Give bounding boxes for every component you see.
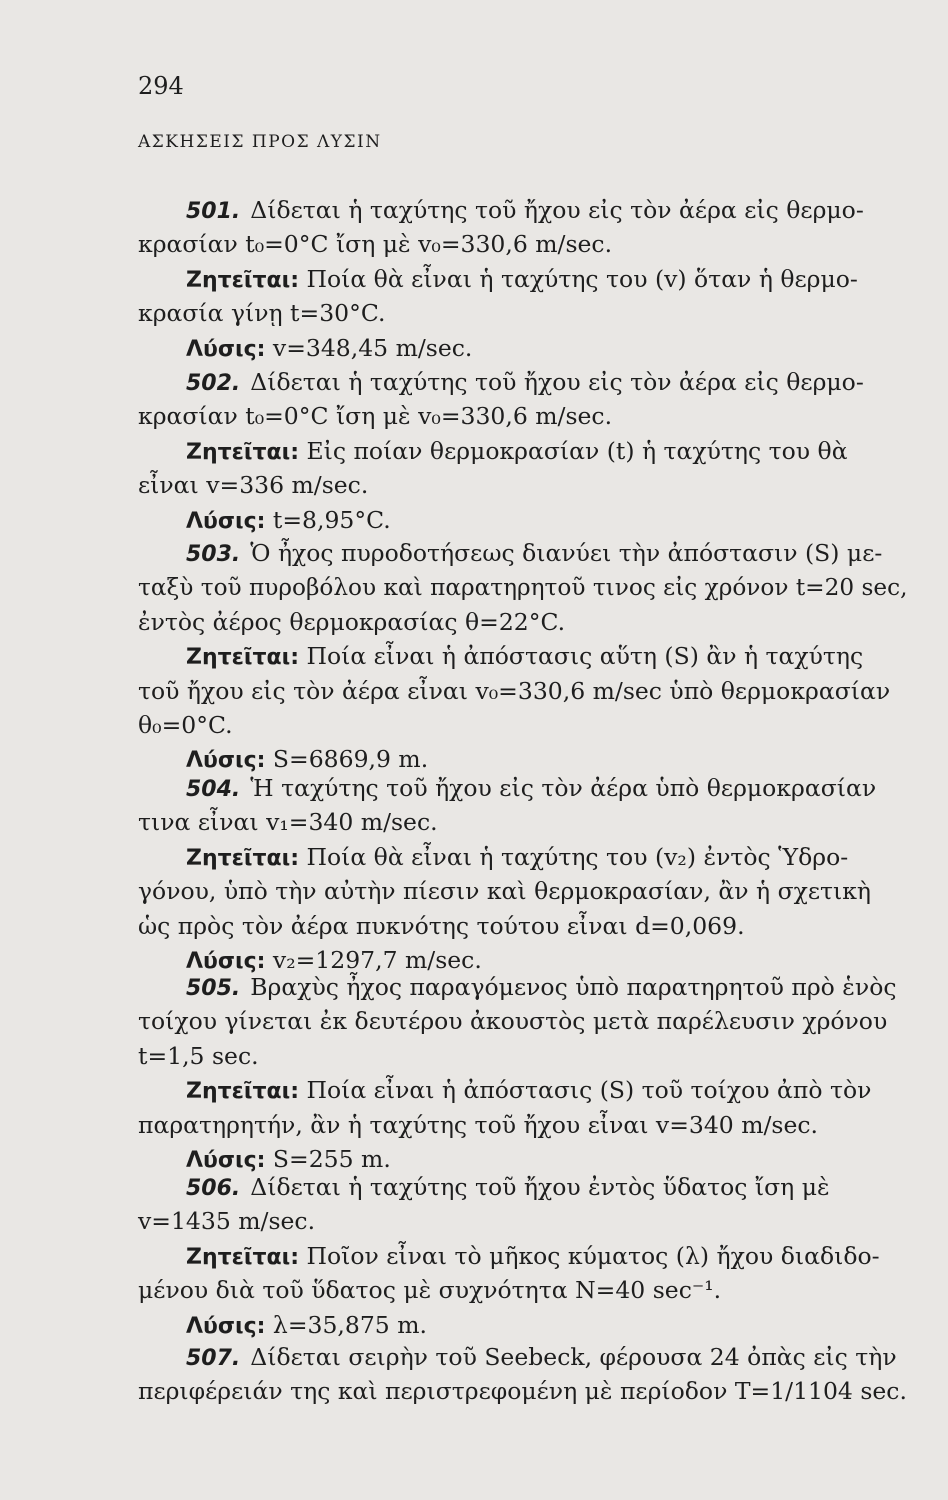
problem-text: τινα εἶναι v₁=340 m/sec. [138, 808, 438, 837]
find-text: παρατηρητήν, ἂν ἡ ταχύτης τοῦ ἤχου εἶναι v=340 m/sec. [138, 1110, 819, 1139]
problem-text: περιφέρειάν της καὶ περιστρεφομένη μὲ περίοδον T=1/1104 sec. [138, 1377, 907, 1406]
find-text: Ποία θὰ εἶναι ἡ ταχύτης του (v₂) ἐντὸς Ὑδρο- [306, 842, 849, 871]
find-text: μένου διὰ τοῦ ὕδατος μὲ συχνότητα N=40 sec⁻¹. [138, 1276, 722, 1305]
problem-503 [138, 536, 908, 777]
find-text: Ποία εἶναι ἡ ἀπόστασις (S) τοῦ τοίχου ἀπὸ τὸν [306, 1076, 872, 1105]
problem-text: Βραχὺς ἦχος παραγόμενος ὑπὸ παρατηρητοῦ πρὸ ἑνὸς [250, 973, 897, 1001]
solution-label: Λύσις: [186, 1147, 266, 1173]
solution-value: λ=35,875 m. [272, 1310, 427, 1339]
solution-value: v₂=1297,7 m/sec. [272, 945, 482, 974]
problem-506 [138, 1170, 908, 1342]
find-text: Ποία θὰ εἶναι ἡ ταχύτης του (v) ὅταν ἡ θερμο- [306, 264, 858, 293]
find-text: εἶναι v=336 m/sec. [138, 471, 369, 500]
solution-label: Λύσις: [186, 748, 266, 774]
problem-number: 506. [186, 1176, 241, 1201]
solution-label: Λύσις: [186, 1313, 266, 1339]
find-label: Ζητεῖται: [186, 1079, 299, 1105]
problem-text: Ὁ ἦχος πυροδοτήσεως διανύει τὴν ἀπόστασιν (S) με- [250, 539, 883, 567]
problem-number: 503. [186, 542, 241, 567]
problem-text: Δίδεται ἡ ταχύτης τοῦ ἤχου ἐντὸς ὕδατος ἴση μὲ [250, 1173, 830, 1201]
solution-value: S=6869,9 m. [272, 745, 429, 774]
problem-number: 501. [186, 199, 241, 224]
find-text: γόνου, ὑπὸ τὴν αὐτὴν πίεσιν καὶ θερμοκρασίαν, ἂν ἡ σχετικὴ [138, 877, 872, 906]
solution-label: Λύσις: [186, 508, 266, 534]
find-text: Ποία εἶναι ἡ ἀπόστασις αὕτη (S) ἂν ἡ ταχύτης [306, 642, 864, 671]
find-label: Ζητεῖται: [186, 267, 299, 293]
find-label: Ζητεῖται: [186, 645, 299, 671]
problem-text: t=1,5 sec. [138, 1041, 259, 1070]
find-text: τοῦ ἤχου εἰς τὸν ἀέρα εἶναι v₀=330,6 m/sec ὑπὸ θερμοκρασίαν [138, 676, 891, 705]
problem-text: Δίδεται ἡ ταχύτης τοῦ ἤχου εἰς τὸν ἀέρα εἰς θερμο- [250, 368, 864, 396]
problem-text: κρασίαν t₀=0°C ἴση μὲ v₀=330,6 m/sec. [138, 230, 613, 259]
problem-505 [138, 970, 908, 1176]
solution-label: Λύσις: [186, 336, 266, 362]
find-text: Εἰς ποίαν θερμοκρασίαν (t) ἡ ταχύτης του θὰ [306, 436, 848, 465]
find-text: ὡς πρὸς τὸν ἀέρα πυκνότης τούτου εἶναι d=0,069. [138, 911, 745, 940]
problem-number: 505. [186, 976, 241, 1001]
solution-value: t=8,95°C. [272, 505, 391, 534]
problem-502 [138, 365, 908, 537]
problem-number: 504. [186, 777, 241, 802]
problem-text: Δίδεται ἡ ταχύτης τοῦ ἤχου εἰς τὸν ἀέρα εἰς θερμο- [250, 196, 864, 224]
problem-number: 507. [186, 1346, 241, 1371]
find-label: Ζητεῖται: [186, 1244, 299, 1270]
solution-label: Λύσις: [186, 948, 266, 974]
problem-504 [138, 771, 908, 977]
problem-501 [138, 193, 908, 365]
find-text: Ποῖον εἶναι τὸ μῆκος κύματος (λ) ἤχου διαδιδο- [306, 1241, 880, 1270]
page-number: 294 [138, 72, 184, 100]
find-label: Ζητεῖται: [186, 845, 299, 871]
problem-text: ταξὺ τοῦ πυροβόλου καὶ παρατηρητοῦ τινος εἰς χρόνον t=20 sec, [138, 573, 908, 602]
solution-value: v=348,45 m/sec. [272, 333, 473, 362]
find-text: κρασία γίνῃ t=30°C. [138, 299, 386, 328]
problem-text: κρασίαν t₀=0°C ἴση μὲ v₀=330,6 m/sec. [138, 402, 613, 431]
problem-text: v=1435 m/sec. [138, 1207, 316, 1236]
find-text: θ₀=0°C. [138, 710, 233, 739]
problem-text: ἐντὸς ἀέρος θερμοκρασίας θ=22°C. [138, 607, 566, 636]
problem-text: τοίχου γίνεται ἐκ δευτέρου ἀκουστὸς μετὰ παρέλευσιν χρόνου [138, 1007, 888, 1036]
problem-number: 502. [186, 371, 241, 396]
problem-text: Ἡ ταχύτης τοῦ ἤχου εἰς τὸν ἀέρα ὑπὸ θερμοκρασίαν [250, 774, 877, 802]
section-title: ΑΣΚΗΣΕΙΣ ΠΡΟΣ ΛΥΣΙΝ [138, 132, 382, 152]
problem-507 [138, 1340, 908, 1409]
problem-text: Δίδεται σειρὴν τοῦ Seebeck, φέρουσα 24 ὀπὰς εἰς τὴν [250, 1343, 897, 1371]
solution-value: S=255 m. [272, 1144, 391, 1173]
find-label: Ζητεῖται: [186, 439, 299, 465]
